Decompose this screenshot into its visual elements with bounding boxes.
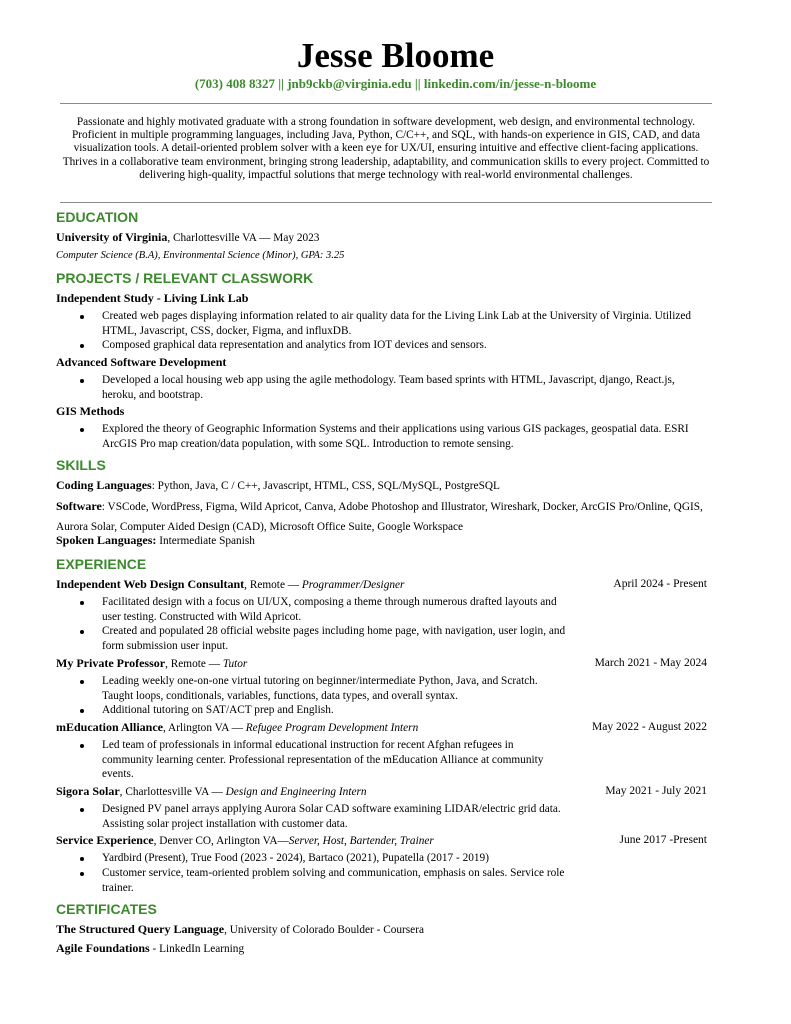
experience-org: Sigora Solar <box>56 784 120 798</box>
certificate-name: The Structured Query Language <box>56 922 225 936</box>
skill-text: Intermediate Spanish <box>156 535 255 547</box>
skill-label: Spoken Languages: <box>56 533 157 547</box>
certificate-entry <box>56 922 712 938</box>
experience-date: March 2021 - May 2024 <box>594 657 707 669</box>
school-name: University of Virginia <box>56 230 168 244</box>
section-heading-projects: PROJECTS / RELEVANT CLASSWORK <box>56 270 314 286</box>
project-title: GIS Methods <box>56 404 125 418</box>
experience-date: May 2022 - August 2022 <box>592 721 707 733</box>
education-entry <box>56 230 712 246</box>
section-heading-skills: SKILLS <box>56 457 106 473</box>
experience-org: Service Experience <box>56 833 154 847</box>
school-location-date: , Charlottesville VA — May 2023 <box>167 232 320 244</box>
degree-info: Computer Science (B.A), Environmental Science (Minor), GPA: 3.25 <box>56 250 345 261</box>
bullet-dot <box>80 630 84 634</box>
section-heading-certificates: CERTIFICATES <box>56 901 157 917</box>
experience-org: My Private Professor <box>56 656 166 670</box>
experience-bullet: Designed PV panel arrays applying Aurora Solar CAD software examining LIDAR/electric grid data. Assisting solar project installation with customer data. <box>102 803 561 830</box>
bullet-dot <box>80 872 84 876</box>
experience-bullet: Created and populated 28 official website pages including home page, with navigation, user login, and form submission user input. <box>102 625 566 652</box>
top-divider <box>60 103 712 104</box>
experience-role: Tutor <box>222 658 248 670</box>
summary-paragraph: Passionate and highly motivated graduate with a strong foundation in software development, web design, and environmental technology. Proficient in multiple programming languages, including Java, Python, C/C++, and SQL, with hands-on experience in GIS, CAD, and data visualization tools. A detail-oriented problem solver with a keen eye for UX/UI, ensuring intuitive and effective client-facing applications. Thrives in a collaborative team environment, bringing strong leadership, adaptability, and communication skills to every project. Committed to delivering high-quality, impactful solutions that merge technology with real-world environmental challenges. <box>62 116 710 181</box>
experience-org: mEducation Alliance <box>56 720 164 734</box>
experience-role: Server, Host, Bartender, Trainer <box>288 835 434 847</box>
experience-date: May 2021 - July 2021 <box>605 785 707 797</box>
bullet-dot <box>80 680 84 684</box>
certificate-issuer: - LinkedIn Learning <box>149 943 245 955</box>
experience-role: Refugee Program Development Intern <box>245 722 419 734</box>
certificate-issuer: , University of Colorado Boulder - Coursera <box>224 924 424 936</box>
bullet-dot <box>80 744 84 748</box>
contact-line: (703) 408 8327 || jnb9ckb@virginia.edu || linkedin.com/in/jesse-n-bloome <box>194 76 597 91</box>
experience-role: Programmer/Designer <box>301 579 405 591</box>
experience-date: June 2017 -Present <box>619 834 707 846</box>
project-title: Advanced Software Development <box>56 355 227 369</box>
experience-bullet: Led team of professionals in informal educational instruction for recent Afghan refugees in community learning center. Professional representation of the mEducation Alliance at community events. <box>102 739 544 780</box>
bullet-dot <box>80 709 84 713</box>
skills-coding <box>56 478 712 494</box>
experience-location: , Denver CO, Arlington VA— <box>153 835 289 847</box>
skill-label: Coding Languages <box>56 478 152 492</box>
project-bullet: Created web pages displaying information related to air quality data for the Living Link Lab at the University of Virginia. Utilized HTML, Javascript, CSS, docker, Figma, and influxDB. <box>102 310 692 337</box>
bullet-dot <box>80 601 84 605</box>
experience-bullet: Leading weekly one-on-one virtual tutoring on beginner/intermediate Python, Java, and Scratch. Taught loops, conditionals, variables, functions, data types, and overall syntax. <box>102 675 538 702</box>
experience-location: , Remote — <box>165 658 223 670</box>
experience-date: April 2024 - Present <box>613 578 707 590</box>
experience-bullet: Facilitated design with a focus on UI/UX, composing a theme through numerous drafted layouts and user testing. Constructed with Wild Apricot. <box>102 596 557 623</box>
bullet-dot <box>80 808 84 812</box>
bullet-dot <box>80 379 84 383</box>
experience-location: , Arlington VA — <box>163 722 246 734</box>
bullet-dot <box>80 428 84 432</box>
skill-text: : VSCode, WordPress, Figma, Wild Apricot, Canva, Adobe Photoshop and Illustrator, Wireshark, Docker, ArcGIS Pro/Online, QGIS, Aurora Solar, Computer Aided Design (CAD), Microsoft Office Suite, Google Workspace <box>56 501 703 533</box>
experience-bullet: Yardbird (Present), True Food (2023 - 2024), Bartaco (2021), Pupatella (2017 - 2019) <box>102 852 489 864</box>
project-bullet: Explored the theory of Geographic Information Systems and their applications using various GIS packages, geospatial data. ESRI ArcGIS Pro map creation/data population, with some SQL. Introduction to remote sensing. <box>102 423 689 450</box>
section-heading-experience: EXPERIENCE <box>56 556 147 572</box>
experience-bullet: Additional tutoring on SAT/ACT prep and English. <box>102 704 334 716</box>
certificate-entry <box>56 941 712 957</box>
experience-location: , Remote — <box>244 579 302 591</box>
candidate-name: Jesse Bloome <box>296 36 495 75</box>
project-title: Independent Study - Living Link Lab <box>56 291 249 305</box>
certificate-name: Agile Foundations <box>56 941 150 955</box>
skill-label: Software <box>56 499 102 513</box>
bullet-dot <box>80 857 84 861</box>
bullet-dot <box>80 344 84 348</box>
experience-org: Independent Web Design Consultant <box>56 577 245 591</box>
experience-location: , Charlottesville VA — <box>119 786 226 798</box>
skills-spoken <box>56 533 712 549</box>
section-heading-education: EDUCATION <box>56 209 139 225</box>
project-bullet: Developed a local housing web app using the agile methodology. Team based sprints with HTML, Javascript, django, React.js, heroku, and bootstrap. <box>102 374 675 401</box>
experience-entry <box>56 833 712 849</box>
experience-role: Design and Engineering Intern <box>225 786 367 798</box>
project-bullet: Composed graphical data representation and analytics from IOT devices and sensors. <box>102 339 487 351</box>
skills-software <box>56 497 712 536</box>
experience-bullet: Customer service, team-oriented problem solving and communication, emphasis on sales. Service role trainer. <box>102 867 565 894</box>
summary-divider <box>60 202 712 203</box>
bullet-dot <box>80 315 84 319</box>
skill-text: : Python, Java, C / C++, Javascript, HTML, CSS, SQL/MySQL, PostgreSQL <box>151 480 500 492</box>
